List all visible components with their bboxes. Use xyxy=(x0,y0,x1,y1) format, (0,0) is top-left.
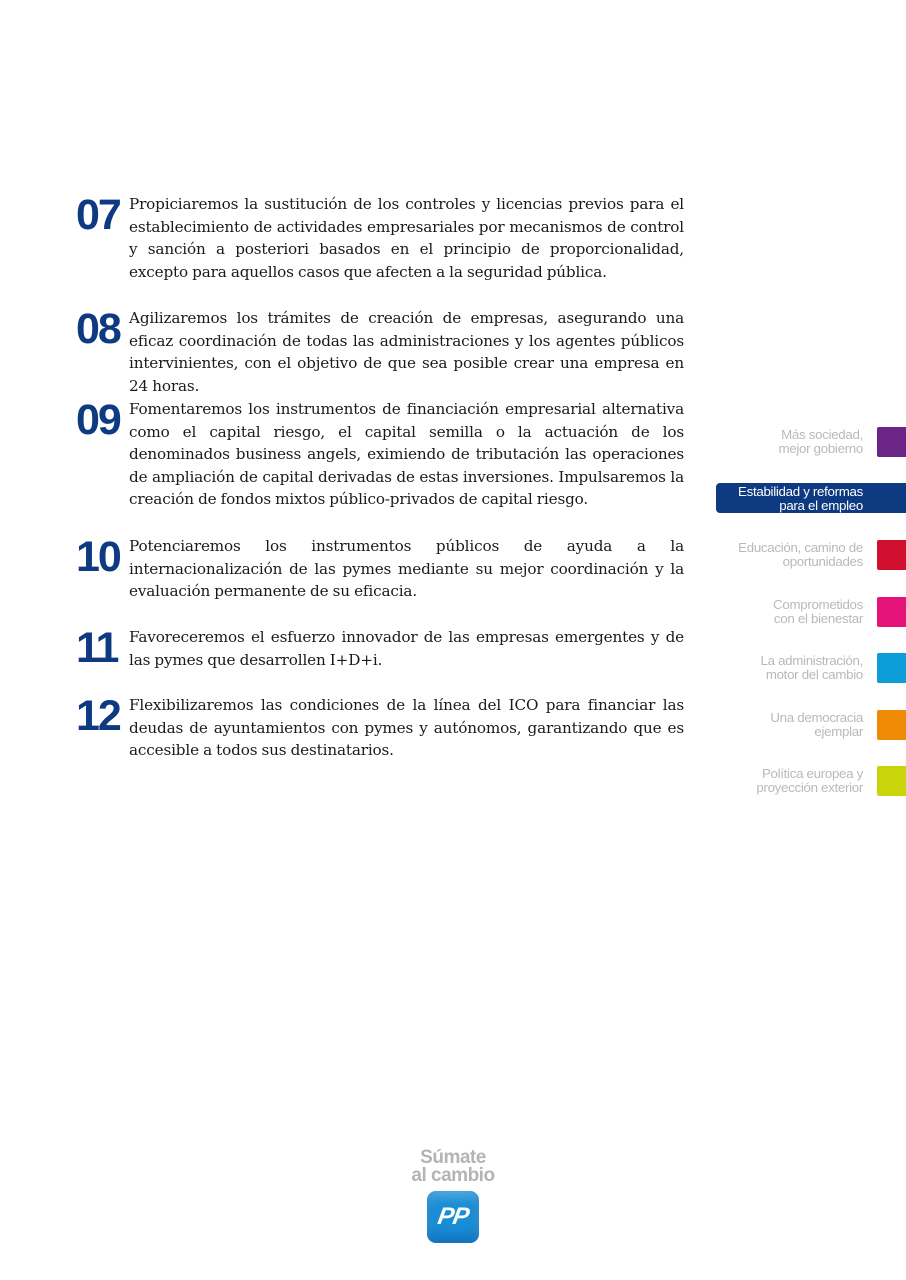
proposal-text: Potenciaremos los instrumentos públicos de ayuda a la internacionalización de las pymes mediante su mejor coordinación y la evaluación permanente de su eficacia. xyxy=(129,537,684,601)
section-color-tab xyxy=(877,766,906,796)
sidebar-item-mas-sociedad[interactable] xyxy=(700,424,906,460)
proposal-text: Flexibilizaremos las condiciones de la línea del ICO para financiar las deudas de ayuntamientos con pymes y autónomos, garantizando que es accesible a todos sus destinatarios. xyxy=(129,696,684,760)
sidebar-item-estabilidad[interactable] xyxy=(716,483,906,513)
proposal-number: 11 xyxy=(76,624,118,672)
proposal-item xyxy=(76,535,684,626)
section-color-tab xyxy=(877,540,906,570)
section-color-tab xyxy=(877,597,906,627)
sidebar-item-educacion[interactable] xyxy=(700,537,906,573)
sidebar-item-administracion[interactable] xyxy=(700,650,906,686)
proposal-item xyxy=(76,694,684,764)
proposal-number: 07 xyxy=(76,191,120,239)
sidebar-item-politica-europea[interactable] xyxy=(700,763,906,799)
sidebar-item-label: Una democracia ejemplar xyxy=(770,710,863,739)
proposal-item xyxy=(76,307,684,398)
pp-logo-text: PP xyxy=(435,1203,471,1230)
proposal-text: Favoreceremos el esfuerzo innovador de las empresas emergentes y de las pymes que desarrollen I+D+i. xyxy=(129,628,684,669)
proposal-number: 08 xyxy=(76,305,120,353)
section-color-tab xyxy=(877,427,906,457)
sidebar-item-democracia[interactable] xyxy=(700,707,906,743)
proposal-number: 10 xyxy=(76,533,120,581)
proposal-text: Fomentaremos los instrumentos de financiación empresarial alternativa como el capital riesgo, el capital semilla o la actuación de los denominados business angels, eximiendo de tributación las operaciones de ampliación de capital derivadas de estas inversiones. Impulsaremos la creación de fondos mixtos público-privados de capital riesgo. xyxy=(129,400,684,509)
sidebar-item-label: Estabilidad y reformas para el empleo xyxy=(738,484,863,513)
section-color-tab xyxy=(877,653,906,683)
proposal-number: 09 xyxy=(76,396,120,444)
proposal-item xyxy=(76,193,684,307)
section-color-tab xyxy=(877,710,906,740)
footer xyxy=(0,1149,906,1243)
pp-logo xyxy=(427,1191,479,1243)
proposal-item xyxy=(76,626,684,694)
sidebar-item-label: Comprometidos con el bienestar xyxy=(773,597,863,626)
sidebar-item-label: Política europea y proyección exterior xyxy=(756,766,863,795)
proposal-text: Agilizaremos los trámites de creación de empresas, asegurando una eficaz coordinación de todas las administraciones y los agentes públicos intervinientes, con el objetivo de que sea posible crear una empresa en 24 horas. xyxy=(129,309,684,395)
proposal-item xyxy=(76,398,684,535)
proposal-number: 12 xyxy=(76,692,120,740)
slogan xyxy=(0,1149,906,1185)
proposal-list xyxy=(76,193,684,764)
slogan-line: al cambio xyxy=(411,1165,495,1186)
sidebar-item-label: La administración, motor del cambio xyxy=(760,653,863,682)
slogan-line: Súmate xyxy=(420,1147,486,1168)
proposal-text: Propiciaremos la sustitución de los controles y licencias previos para el establecimiento de actividades empresariales por mecanismos de control y sanción a posteriori basados en el principio de proporcionalidad, excepto para aquellos casos que afecten a la seguridad pública. xyxy=(129,195,684,281)
sidebar-item-comprometidos[interactable] xyxy=(700,594,906,630)
sidebar-item-label: Más sociedad, mejor gobierno xyxy=(778,427,863,456)
sidebar-item-label: Educación, camino de oportunidades xyxy=(738,540,863,569)
